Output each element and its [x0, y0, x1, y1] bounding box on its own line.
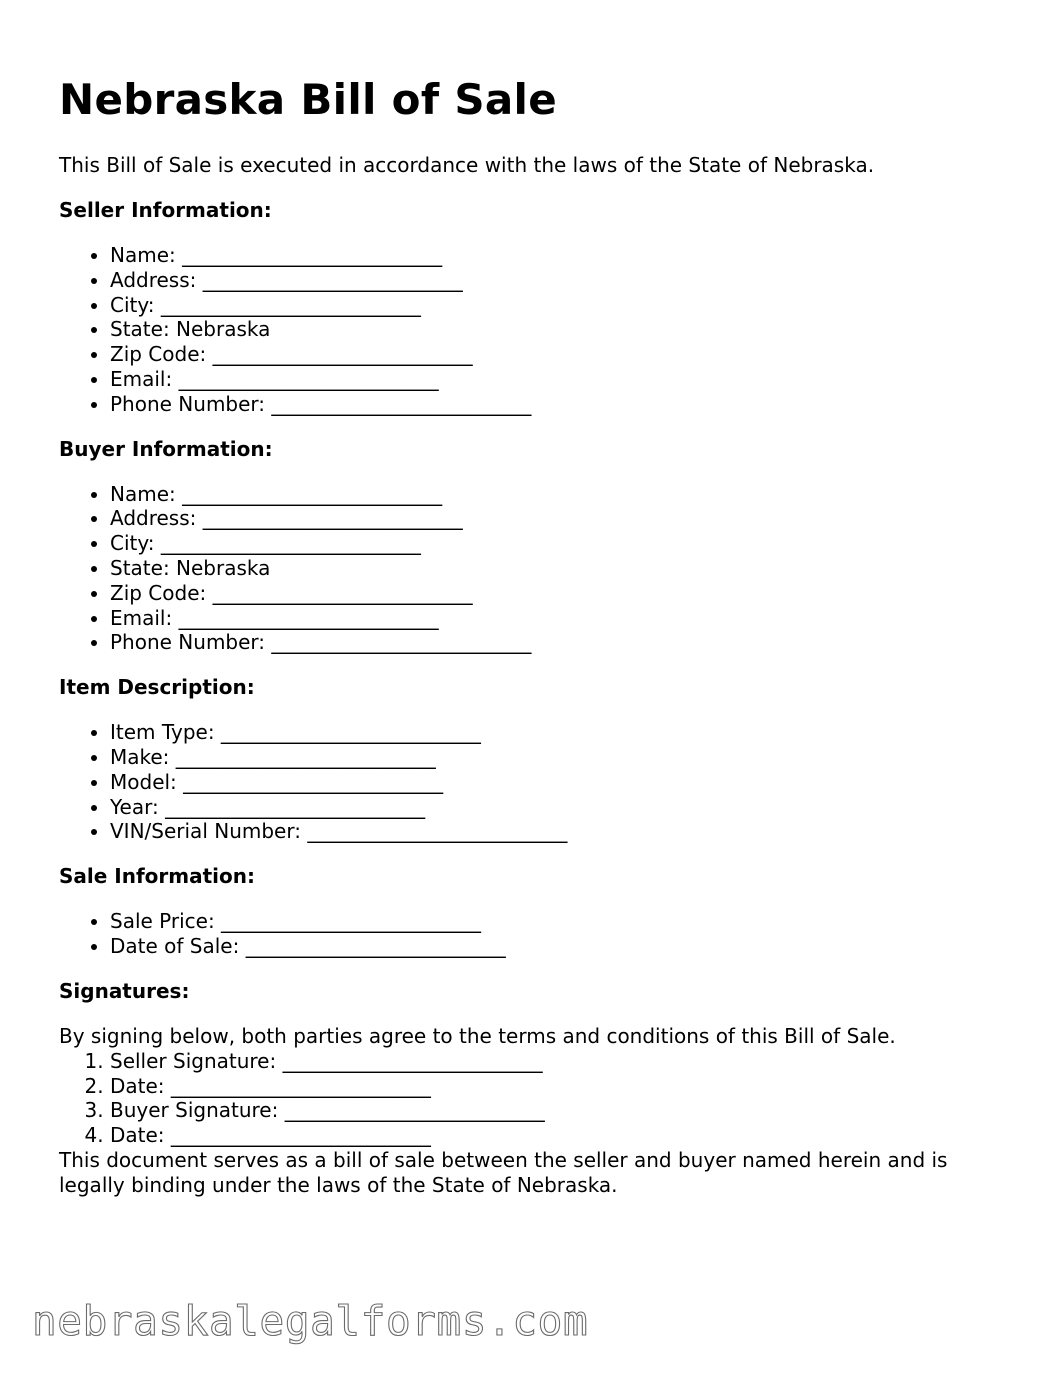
- item-type-field: • Item Type: __________________________: [110, 720, 1019, 745]
- sale-price-field: • Sale Price: __________________________: [110, 909, 1019, 934]
- sale-date-field: • Date of Sale: __________________________: [110, 934, 1019, 959]
- signatures-intro: By signing below, both parties agree to the terms and conditions of this Bill of Sale.: [59, 1023, 896, 1048]
- closing-paragraph: This document serves as a bill of sale between the seller and buyer named herein and is legally binding under the laws of the State of Nebraska.: [59, 1147, 948, 1197]
- buyer-city-field: • City: __________________________: [110, 531, 1019, 556]
- page-title: Nebraska Bill of Sale: [59, 75, 557, 124]
- buyer-name-field: • Name: __________________________: [110, 482, 1019, 507]
- seller-fields-list: [59, 243, 1019, 417]
- intro-paragraph: This Bill of Sale is executed in accordance with the laws of the State of Nebraska.: [59, 153, 875, 177]
- seller-zip-field: • Zip Code: __________________________: [110, 342, 1019, 367]
- seller-name-field: • Name: __________________________: [110, 243, 1019, 268]
- signatures-section-heading: Signatures:: [59, 978, 190, 1003]
- buyer-state-field: • State: Nebraska: [110, 556, 1019, 581]
- document-page: [59, 74, 1019, 1198]
- seller-email-field: • Email: __________________________: [110, 367, 1019, 392]
- seller-signature-date-field: 2. Date: __________________________: [110, 1074, 1019, 1099]
- item-vin-field: • VIN/Serial Number: __________________________: [110, 819, 1019, 844]
- buyer-zip-field: • Zip Code: __________________________: [110, 581, 1019, 606]
- buyer-signature-date-field: 4. Date: __________________________: [110, 1123, 1019, 1148]
- buyer-fields-list: [59, 482, 1019, 656]
- buyer-address-field: • Address: __________________________: [110, 506, 1019, 531]
- seller-address-field: • Address: __________________________: [110, 268, 1019, 293]
- buyer-section-heading: Buyer Information:: [59, 436, 273, 461]
- sale-fields-list: [59, 909, 1019, 959]
- buyer-phone-field: • Phone Number: __________________________: [110, 630, 1019, 655]
- seller-phone-field: • Phone Number: __________________________: [110, 392, 1019, 417]
- buyer-signature-field: 3. Buyer Signature: __________________________: [110, 1098, 1019, 1123]
- item-section-heading: Item Description:: [59, 675, 255, 700]
- signatures-list: [59, 1049, 1019, 1148]
- seller-signature-field: 1. Seller Signature: __________________________: [110, 1049, 1019, 1074]
- site-watermark: nebraskalegalforms.com: [32, 1297, 589, 1345]
- buyer-email-field: • Email: __________________________: [110, 606, 1019, 631]
- seller-section-heading: Seller Information:: [59, 198, 272, 222]
- seller-state-field: • State: Nebraska: [110, 317, 1019, 342]
- item-make-field: • Make: __________________________: [110, 745, 1019, 770]
- item-year-field: • Year: __________________________: [110, 795, 1019, 820]
- sale-section-heading: Sale Information:: [59, 864, 255, 889]
- seller-city-field: • City: __________________________: [110, 293, 1019, 318]
- item-model-field: • Model: __________________________: [110, 770, 1019, 795]
- item-fields-list: [59, 720, 1019, 844]
